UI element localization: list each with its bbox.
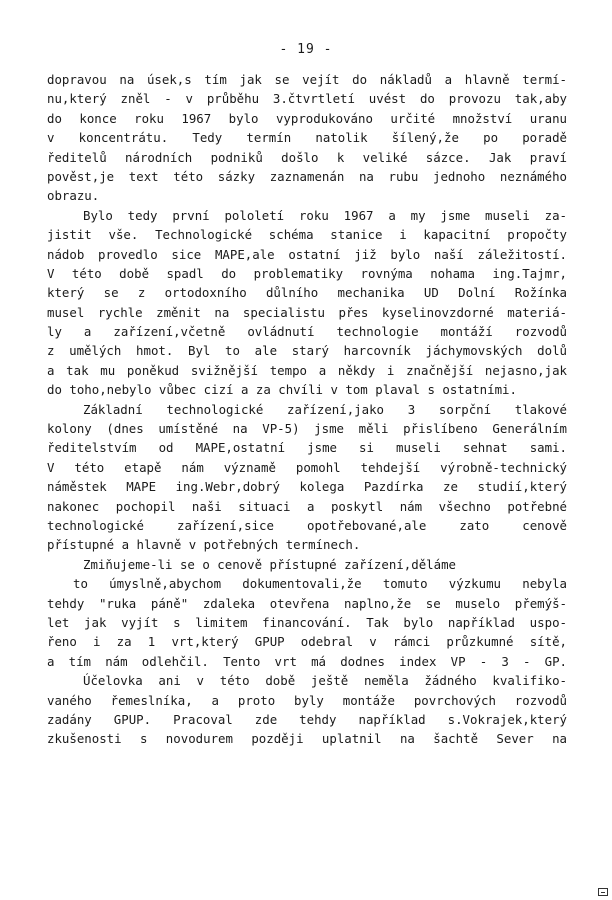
paragraph-start-line: Bylo tedy první pololetí roku 1967 a my jsme museli za- — [83, 207, 567, 223]
text-line: přístupné a hlavně v potřebných termínech. — [47, 537, 361, 553]
text-line: tehdy "ruka páně" zdaleka otevřena naplno,že se muselo přemýš- — [47, 595, 567, 611]
text-line: pověst,je text této sázky zaznamenán na rubu jednoho neznámého — [47, 168, 567, 184]
text-line: technologické zařízení,sice opotřebované,ale zato cenově — [47, 517, 567, 533]
paragraph-start-line: Účelovka ani v této době ještě neměla žádného kvalifiko- — [83, 673, 567, 689]
text-line: ředitelstvím od MAPE,ostatní jsme si museli sehnat sami. — [47, 440, 567, 456]
text-line: dopravou na úsek,s tím jak se vejít do nákladů a hlavně termí- — [47, 72, 567, 87]
text-line: jistit vše. Technologické schéma stanice i kapacitní propočty — [47, 227, 567, 243]
text-line: který se z ortodoxního důlního mechanika UD Dolní Rožínka — [47, 285, 567, 301]
text-line: nakonec pochopil naši situaci a poskytl nám všechno potřebné — [47, 498, 567, 514]
text-line: a tím nám odlehčil. Tento vrt má dodnes index VP - 3 - GP. — [47, 653, 567, 669]
text-line: z umělých hmot. Byl to ale starý harcovník jáchymovských dolů — [47, 343, 567, 359]
text-line: ředitelů národních podniků došlo k veliké sázce. Jak praví — [47, 149, 567, 165]
text-line: musel rychle změnit na specialistu přes kyselinovzdorné materiá- — [47, 304, 567, 320]
text-line: to úmyslně,abychom dokumentovali,že tomuto výzkumu nebyla — [73, 576, 567, 592]
text-line: v koncentrátu. Tedy termín natolik šílený,že po poradě — [47, 130, 567, 146]
text-line: V této době spadl do problematiky rovnýma nohama ing.Tajmr, — [47, 265, 567, 281]
text-line: nu,který zněl - v průběhu 3.čtvrtletí uvést do provozu tak,aby — [47, 91, 567, 107]
document-body — [47, 70, 567, 749]
text-line: zkušenosti s novodurem později uplatnil na šachtě Sever na — [47, 731, 567, 747]
text-line: řeno i za 1 vrt,který GPUP odebral v rámci průzkumné sítě, — [47, 634, 567, 650]
text-line: obrazu. — [47, 188, 100, 204]
paragraph-start-line: Zmiňujeme-li se o cenově přístupné zařízení,děláme — [83, 556, 456, 572]
text-line: do konce roku 1967 bylo vyprodukováno určité množství uranu — [47, 110, 567, 126]
text-line: ly a zařízení,včetně ovládnutí technologie montáží rozvodů — [47, 324, 567, 340]
text-line: vaného řemeslníka, a proto byly montáže povrchových rozvodů — [47, 692, 567, 708]
text-line: nádob provedlo sice MAPE,ale ostatní již bylo naší záležitostí. — [47, 246, 567, 262]
text-line: do toho,nebylo vůbec cizí a za chvíli v tom plaval s ostatními. — [47, 382, 517, 398]
paragraph-start-line: Základní technologické zařízení,jako 3 sorpční tlakové — [83, 401, 567, 417]
text-line: a tak mu poněkud svižnější tempo a někdy i značnější nejasno,jak — [47, 362, 567, 378]
text-line: V této etapě nám významě pomohl tehdejší výrobně-technický — [47, 459, 567, 475]
text-line: kolony (dnes umístěné na VP-5) jsme měli přislíbeno Generálním — [47, 421, 567, 437]
text-line: zadány GPUP. Pracoval zde tehdy například s.Vokrajek,který — [47, 711, 567, 727]
text-line: náměstek MAPE ing.Webr,dobrý kolega Pazdírka ze studií,který — [47, 479, 567, 495]
text-line: let jak vyjít s limitem financování. Tak bylo například uspo- — [47, 614, 567, 630]
page-corner-icon — [598, 888, 608, 896]
page-number: - 19 - — [279, 42, 333, 57]
